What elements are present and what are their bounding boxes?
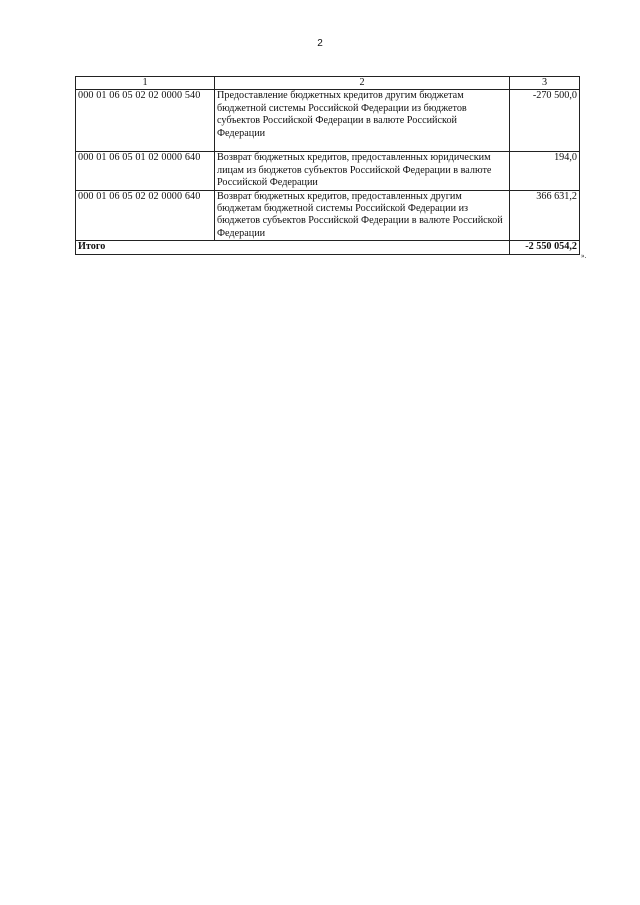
amount-cell: 366 631,2	[510, 190, 580, 241]
amount-cell: 194,0	[510, 152, 580, 190]
budget-code-cell: 000 01 06 05 01 02 0000 640	[76, 152, 215, 190]
total-label: Итого	[76, 241, 510, 254]
column-header-1: 1	[76, 77, 215, 90]
table-header-row	[76, 77, 580, 90]
description-cell: Возврат бюджетных кредитов, предоставленных юридическим лицам из бюджетов субъектов Российской Федерации в валюте Российской Федерации	[215, 152, 510, 190]
page-number: 2	[317, 38, 323, 49]
budget-code-cell: 000 01 06 05 02 02 0000 540	[76, 90, 215, 152]
column-header-3: 3	[510, 77, 580, 90]
sources-table	[75, 76, 580, 255]
closing-quote-mark: ».	[581, 252, 587, 260]
table-row	[76, 90, 580, 152]
amount-cell: -270 500,0	[510, 90, 580, 152]
description-cell: Предоставление бюджетных кредитов другим бюджетам бюджетной системы Российской Федерации из бюджетов субъектов Российской Федерации в валюте Российской Федерации	[215, 90, 510, 152]
budget-code-cell: 000 01 06 05 02 02 0000 640	[76, 190, 215, 241]
table-row	[76, 190, 580, 241]
column-header-2: 2	[215, 77, 510, 90]
description-cell: Возврат бюджетных кредитов, предоставленных другим бюджетам бюджетной системы Российской Федерации из бюджетов субъектов Российской Федерации в валюте Российской Федерации	[215, 190, 510, 241]
table-row	[76, 152, 580, 190]
total-row	[76, 241, 580, 254]
total-amount: -2 550 054,2	[510, 241, 580, 254]
